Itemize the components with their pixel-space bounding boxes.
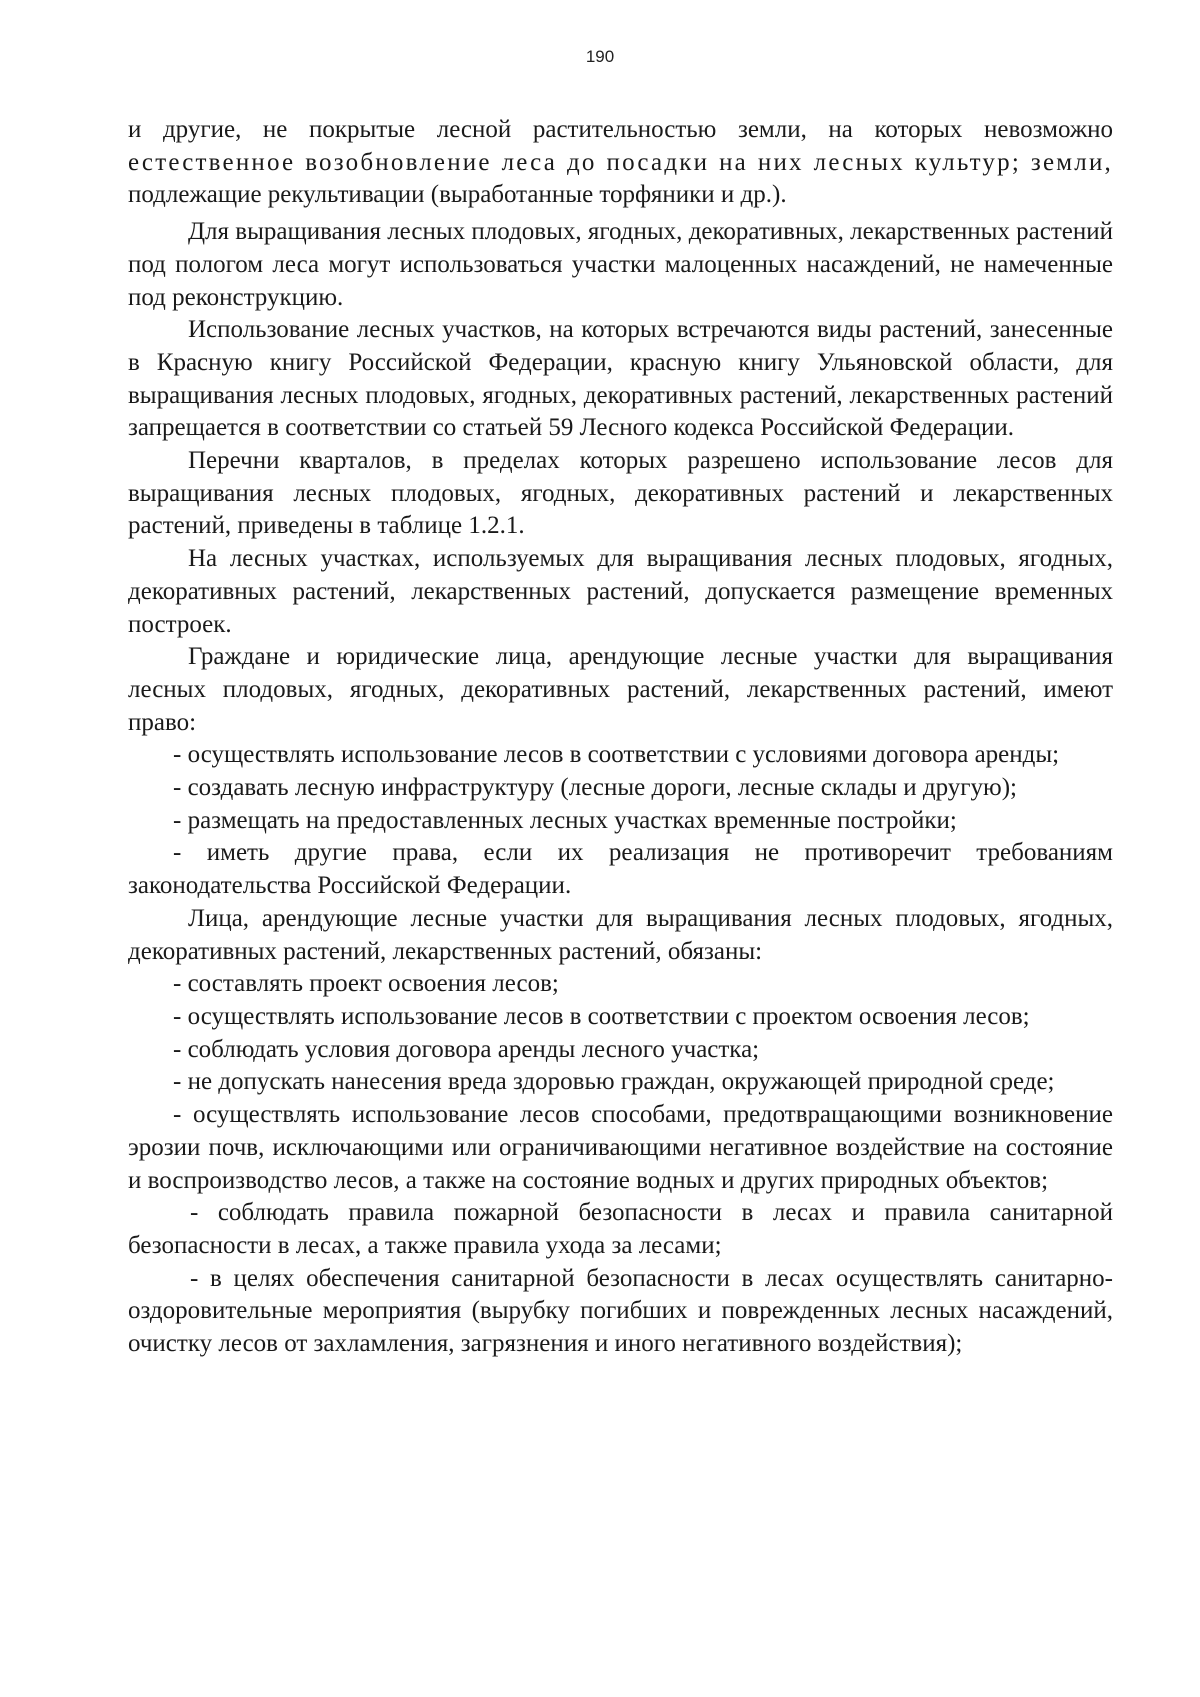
- paragraph-4: Перечни кварталов, в пределах которых разрешено использование лесов для выращивания лесных плодовых, ягодных, декоративных растений и лекарственных растений, приведены в таблице 1.2.1.: [128, 447, 1113, 540]
- duties-item-1: - составлять проект освоения лесов;: [173, 970, 559, 998]
- paragraph-2: Для выращивания лесных плодовых, ягодных, декоративных, лекарственных растений под пологом леса могут использоваться участки малоценных насаждений, не намеченные под реконструкцию.: [128, 218, 1113, 311]
- rights-item-4: - иметь другие права, если их реализация не противоречит требованиям законодательства Российской Федерации.: [128, 839, 1113, 900]
- page-number: 190: [585, 47, 615, 66]
- paragraph-5: На лесных участках, используемых для выращивания лесных плодовых, ягодных, декоративных растений, лекарственных растений, допускается размещение временных построек.: [128, 545, 1113, 638]
- rights-item-2: - создавать лесную инфраструктуру (лесные дороги, лесные склады и другую);: [173, 774, 1017, 802]
- paragraph-1-part-b: естественное возобновление леса до посадки на них лесных культур; земли,: [128, 148, 1113, 176]
- paragraph-7: Лица, арендующие лесные участки для выращивания лесных плодовых, ягодных, декоративных растений, лекарственных растений, обязаны:: [128, 904, 1113, 965]
- paragraph-1-part-a: и другие, не покрытые лесной растительностью земли, на которых невозможно: [128, 116, 1113, 143]
- paragraph-6: Граждане и юридические лица, арендующие лесные участки для выращивания лесных плодовых, ягодных, декоративных растений, лекарственных растений, имеют право:: [128, 643, 1113, 736]
- duties-item-4: - не допускать нанесения вреда здоровью граждан, окружающей природной среде;: [173, 1068, 1055, 1096]
- rights-item-1: - осуществлять использование лесов в соответствии с условиями договора аренды;: [173, 741, 1060, 769]
- document-body: [128, 114, 1113, 1361]
- duties-item-2: - осуществлять использование лесов в соответствии с проектом освоения лесов;: [173, 1002, 1030, 1030]
- paragraph-1-part-c: подлежащие рекультивации (выработанные торфяники и др.).: [128, 181, 787, 209]
- paragraph-3: Использование лесных участков, на которых встречаются виды растений, занесенные в Красную книгу Российской Федерации, красную книгу Ульяновской области, для выращивания лесных плодовых, ягодных, декоративных растений, лекарственных растений запрещается в соответствии со статьей 59 Лесного кодекса Российской Федерации.: [128, 316, 1113, 442]
- paragraph-1: [128, 114, 1113, 212]
- duties-item-7: - в целях обеспечения санитарной безопасности в лесах осуществлять санитарно-оздоровительные мероприятия (вырубку погибших и поврежденных лесных насаждений, очистку лесов от захламления, загрязнения и иного негативного воздействия);: [128, 1264, 1113, 1358]
- duties-item-5: - осуществлять использование лесов способами, предотвращающими возникновение эрозии почв, исключающими или ограничивающими негативное воздействие на состояние и воспроизводство лесов, а также на состояние водных и других природных объектов;: [128, 1101, 1113, 1194]
- rights-item-3: - размещать на предоставленных лесных участках временные постройки;: [173, 806, 957, 834]
- duties-item-6: - соблюдать правила пожарной безопасности в лесах и правила санитарной безопасности в лесах, а также правила ухода за лесами;: [128, 1199, 1113, 1259]
- duties-item-3: - соблюдать условия договора аренды лесного участка;: [173, 1035, 760, 1063]
